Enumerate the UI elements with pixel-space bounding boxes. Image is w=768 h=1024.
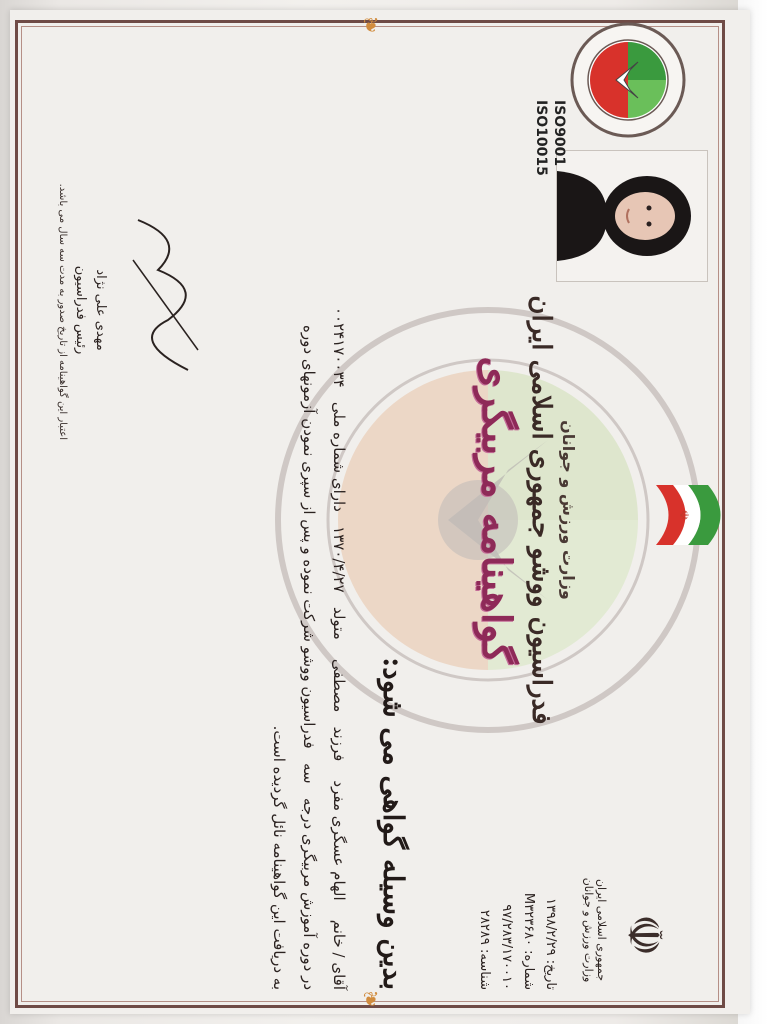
national-id-label: دارای شماره ملی [330,401,348,512]
validity-footnote: اعتبار این گواهینامه از تاریخ صدور به مدت سه سال می باشد. [57,183,68,440]
holder-name: الهام عسگری مفرد [330,780,348,901]
meta-code-row [499,800,514,990]
iso-9001-label: ISO9001 [551,100,567,167]
father-name: مصطفی [330,658,348,713]
national-id: ۰۰۲۴۱۷۰۰۳۴ [330,307,348,388]
signer-name: مهدی علی نژاد [93,269,108,351]
meta-date-label: تاریخ: [543,959,558,990]
federation-title: فدراسیون ووشو جمهوری اسلامی ایران [526,295,556,725]
course-text: در دوره آموزش مربیگری درجه [300,797,318,990]
bottom-ornament-icon: ❦ [362,987,380,1011]
intro-statement: بدین وسیله گواهی می شود: [377,656,410,990]
svg-text:☫: ☫ [677,509,691,521]
meta-id-value: ۲۸۲۸۹ [477,909,492,945]
gov-line1: جمهوری اسلامی ایران [595,878,608,982]
flag-emblem-icon [638,480,728,550]
meta-id-row [477,800,492,990]
course-text-rest: فدراسیون ووشو شرکت نموده و پس از سپری نمودن آزمونهای دوره [300,325,318,749]
award-line: به دریافت این گواهینامه نائل گردیده است. [270,725,288,990]
father-label: فرزند [330,726,348,762]
gov-line2: وزارت ورزش و جوانان [582,877,595,983]
gov-header [582,860,608,1000]
birth-label: متولد [330,606,348,640]
meta-number-value: M۳۲۳۶۸۰ [521,892,536,947]
meta-number-label: شماره: [521,950,536,990]
iso-certifications [532,100,568,220]
top-ornament-icon: ❦ [362,13,380,37]
course-degree: سه [300,762,318,784]
government-emblem-icon [608,900,678,970]
holder-line [330,270,348,990]
meta-code-label: شناسه: [477,948,492,990]
meta-number-row [521,800,536,990]
meta-date-value: ۱۳۹۸/۲/۲۹ [543,897,558,956]
certificate-title: گواهینامه مربیگری [473,356,520,664]
meta-date-row [543,800,558,990]
birth-date: ۱۳۷۰/۴/۲۷ [330,526,348,593]
ministry-label: وزارت ورزش و جوانان [559,420,578,600]
signer-role: رئیس فدراسیون [73,265,88,355]
svg-text:☫: ☫ [616,913,672,957]
meta-code-value: ۹۷/۲۸۳/۱۷۰۰۱۰ [499,904,514,990]
course-line [300,270,318,990]
signature-icon [108,200,228,400]
holder-prefix: آقای / خانم [330,919,348,990]
federation-logo-icon [568,20,688,140]
applicant-photo [556,150,708,282]
iso-10015-label: ISO10015 [533,100,549,176]
